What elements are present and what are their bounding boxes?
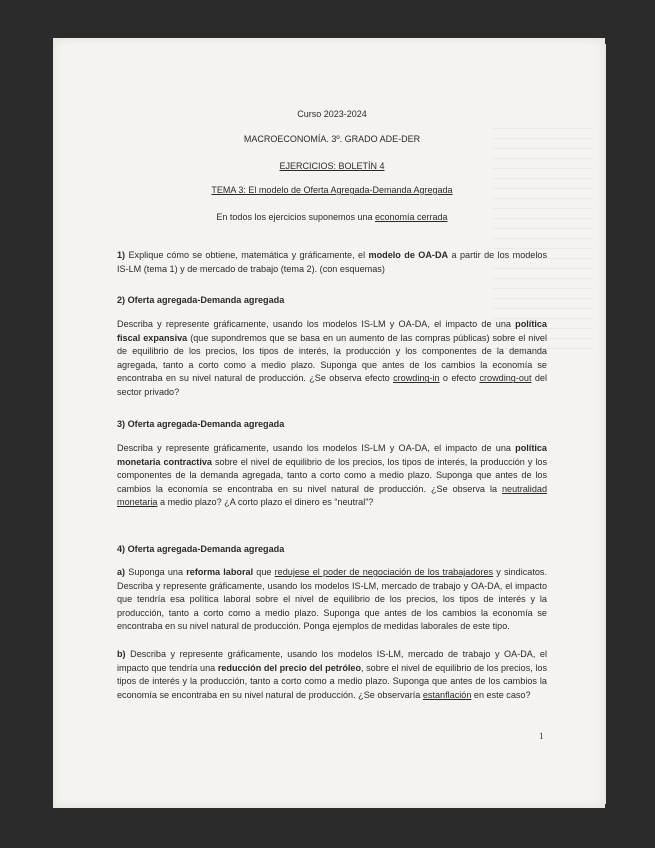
- topic-title: TEMA 3: El modelo de Oferta Agregada-Demanda Agregada: [211, 185, 453, 195]
- question-4b-text-mid: , sobre el nivel de equilibrio de los precios, los tipos de interés y la producción, tanto a corto como a medio plazo. Suponga que antes de los cambios la economía se encontraba en su nivel natural de producción. ¿Se observaría: [117, 662, 547, 700]
- question-4a-body: [117, 566, 547, 634]
- question-4a-que: que: [253, 567, 275, 577]
- question-3-text-mid: sobre el nivel de equilibrio de los precios, los tipos de interés, la producción y los componentes de la demanda agregada, tanto a corto como a medio plazo. Suponga que antes de los cambios la economía se encontraba en su nivel natural de producción. ¿Se observa la: [117, 456, 547, 494]
- subject-title: MACROECONOMÍA. 3º. GRADO ADE-DER: [243, 134, 421, 144]
- exercises-title: EJERCICIOS: BOLETÍN 4: [279, 161, 385, 171]
- question-4b-text: Describa y represente gráficamente, usando los modelos IS-LM, mercado de trabajo y OA-DA, el impacto que tendría una: [117, 649, 547, 673]
- crowding-in-term: crowding-in: [393, 373, 440, 384]
- question-2-title: 2) Oferta agregada-Demanda agregada: [117, 295, 285, 305]
- question-3-text: Describa y represente gráficamente, usando los modelos IS-LM y OA-DA, el impacto de una: [117, 443, 516, 453]
- question-4b-text-end: en este caso?: [471, 689, 531, 700]
- stagflation-term: estanflación: [422, 689, 472, 700]
- question-4a-text: Suponga una: [125, 567, 187, 577]
- question-2-text-end: del sector privado?: [117, 373, 547, 397]
- question-4b-label: b): [117, 649, 126, 659]
- question-4a-bold: reforma laboral: [186, 567, 254, 577]
- intro-line: [117, 211, 547, 223]
- crowding-out-term: crowding-out: [479, 373, 532, 384]
- question-3-title: 3) Oferta agregada-Demanda agregada: [117, 419, 285, 429]
- intro-text: En todos los ejercicios suponemos una: [216, 212, 376, 222]
- question-1-text: Explique cómo se obtiene, matemática y gráficamente, el: [125, 250, 369, 260]
- question-2-text: Describa y represente gráficamente, usando los modelos IS-LM y OA-DA, el impacto de una: [117, 319, 516, 329]
- question-4a-underlined: redujese el poder de negociación de los trabajadores: [274, 567, 494, 577]
- question-4b-bold: reducción del precio del petróleo: [217, 662, 362, 673]
- question-1-text-end: a partir de los modelos IS-LM (tema 1) y de mercado de trabajo (tema 2). (con esquemas): [117, 250, 547, 274]
- question-2-body: [117, 318, 547, 400]
- course-year: Curso 2023-2024: [297, 109, 367, 119]
- question-4-title: 4) Oferta agregada-Demanda agregada: [117, 544, 285, 554]
- intro-term: economía cerrada: [375, 212, 448, 222]
- exercises-heading: [117, 160, 547, 172]
- question-2-or: o efecto: [439, 373, 480, 384]
- question-2-text-mid: (que supondremos que se basa en un aumento de las compras públicas) sobre el nivel de equilibrio de los precios, los tipos de interés, la producción y los componentes de la demanda agregada, tanto a corto como a medio plazo. Suponga que antes de los cambios la economía se encontraba en su nivel natural de producción. ¿Se observa efecto: [117, 332, 547, 384]
- question-4b-body: [117, 648, 547, 702]
- question-3-body: [117, 442, 547, 510]
- question-3-text-end: a medio plazo? ¿A corto plazo el dinero es “neutral”?: [157, 497, 374, 508]
- question-1-number: 1): [117, 250, 126, 260]
- question-3-bold: política monetaria contractiva: [117, 443, 547, 467]
- topic-heading: [117, 184, 547, 196]
- question-1-bold: modelo de OA-DA: [368, 250, 449, 260]
- page-number: 1: [539, 731, 544, 741]
- question-4a-label: a): [117, 567, 126, 577]
- question-1: [117, 249, 547, 276]
- monetary-neutrality-term: neutralidad monetaria: [117, 483, 547, 508]
- document-page: [53, 38, 605, 808]
- question-4a-text-end: y sindicatos. Describa y represente gráficamente, usando los modelos IS-LM, mercado de trabajo y OA-DA, el impacto que tendría esa política laboral sobre el nivel de equilibrio de los precios, los tipos de interés y la producción, tanto a corto como a medio plazo. Suponga que antes de los cambios la economía se encontraba en su nivel natural de producción. Ponga ejemplos de medidas laborales de este tipo.: [117, 567, 547, 632]
- question-2-bold: política fiscal expansiva: [117, 319, 547, 343]
